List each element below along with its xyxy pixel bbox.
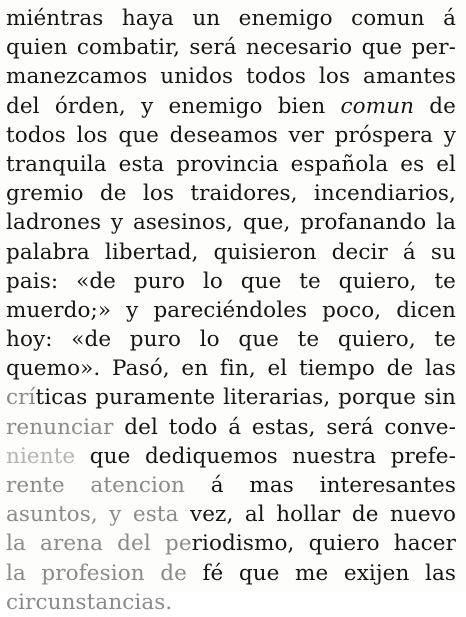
text-line (6, 62, 456, 91)
text-line (6, 529, 456, 558)
text-line (6, 238, 456, 267)
text-line (6, 559, 456, 588)
text-line (6, 150, 456, 179)
text-segment: quemo». Pasó, en fin, el tiempo de las (6, 356, 456, 382)
text-segment: palabra libertad, quisieron decir á su (6, 239, 456, 265)
text-segment: muerdo;» y pareciéndoles poco, dicen (6, 297, 456, 323)
text-line (6, 296, 456, 325)
text-segment: todos los que deseamos ver próspera y (6, 122, 456, 148)
text-segment: que dediquemos nuestra prefe- (75, 443, 456, 469)
text-line (6, 4, 456, 33)
text-segment: quien combatir, será necesario que per- (6, 35, 456, 61)
text-segment: crí (6, 385, 36, 411)
text-segment: ticas puramente literarias, porque sin (35, 385, 456, 411)
text-segment: rente atencion (6, 473, 185, 498)
text-segment: fé que me exijen las (186, 560, 456, 586)
text-line (6, 354, 456, 383)
text-segment: riodismo, quiero hacer (191, 531, 456, 557)
text-segment: vez, al hollar de nuevo (178, 502, 456, 528)
text-line (6, 413, 456, 442)
text-line (6, 325, 456, 354)
text-segment: de (414, 93, 456, 119)
text-segment: ladrones y asesinos, que, profanando la (6, 210, 456, 236)
text-line (6, 471, 456, 500)
text-segment: manezcamos unidos todos los amantes (6, 64, 456, 90)
body-text (6, 4, 456, 617)
text-segment: á mas interesantes (184, 473, 456, 498)
text-segment: tranquila esta provincia española es el (6, 151, 456, 177)
text-segment: gremio de los traidores, incendiarios, (6, 181, 456, 207)
text-line (6, 208, 456, 237)
text-line (6, 92, 456, 121)
text-segment: renunciar (6, 414, 114, 440)
text-line (6, 267, 456, 296)
text-segment: la profesion de (6, 560, 187, 586)
text-segment: hoy: «de puro lo que te quiero, te (6, 327, 456, 353)
italic-word: comun (340, 93, 415, 119)
text-line (6, 179, 456, 208)
text-line (6, 442, 456, 471)
text-line (6, 121, 456, 150)
text-segment: del órden, y enemigo bien (6, 93, 341, 119)
text-segment: pais: «de puro lo que te quiero, te (6, 268, 456, 294)
text-line (6, 588, 456, 617)
text-segment: asuntos, y esta (6, 502, 179, 528)
text-segment: la arena del pe (6, 531, 192, 557)
text-line (6, 500, 456, 529)
text-line (6, 383, 456, 412)
text-line (6, 33, 456, 62)
text-segment: del todo á estas, será conve- (113, 414, 456, 440)
text-segment: miéntras haya un enemigo comun á (6, 6, 456, 31)
text-segment: circunstancias. (6, 589, 173, 615)
text-segment: niente (6, 443, 76, 469)
